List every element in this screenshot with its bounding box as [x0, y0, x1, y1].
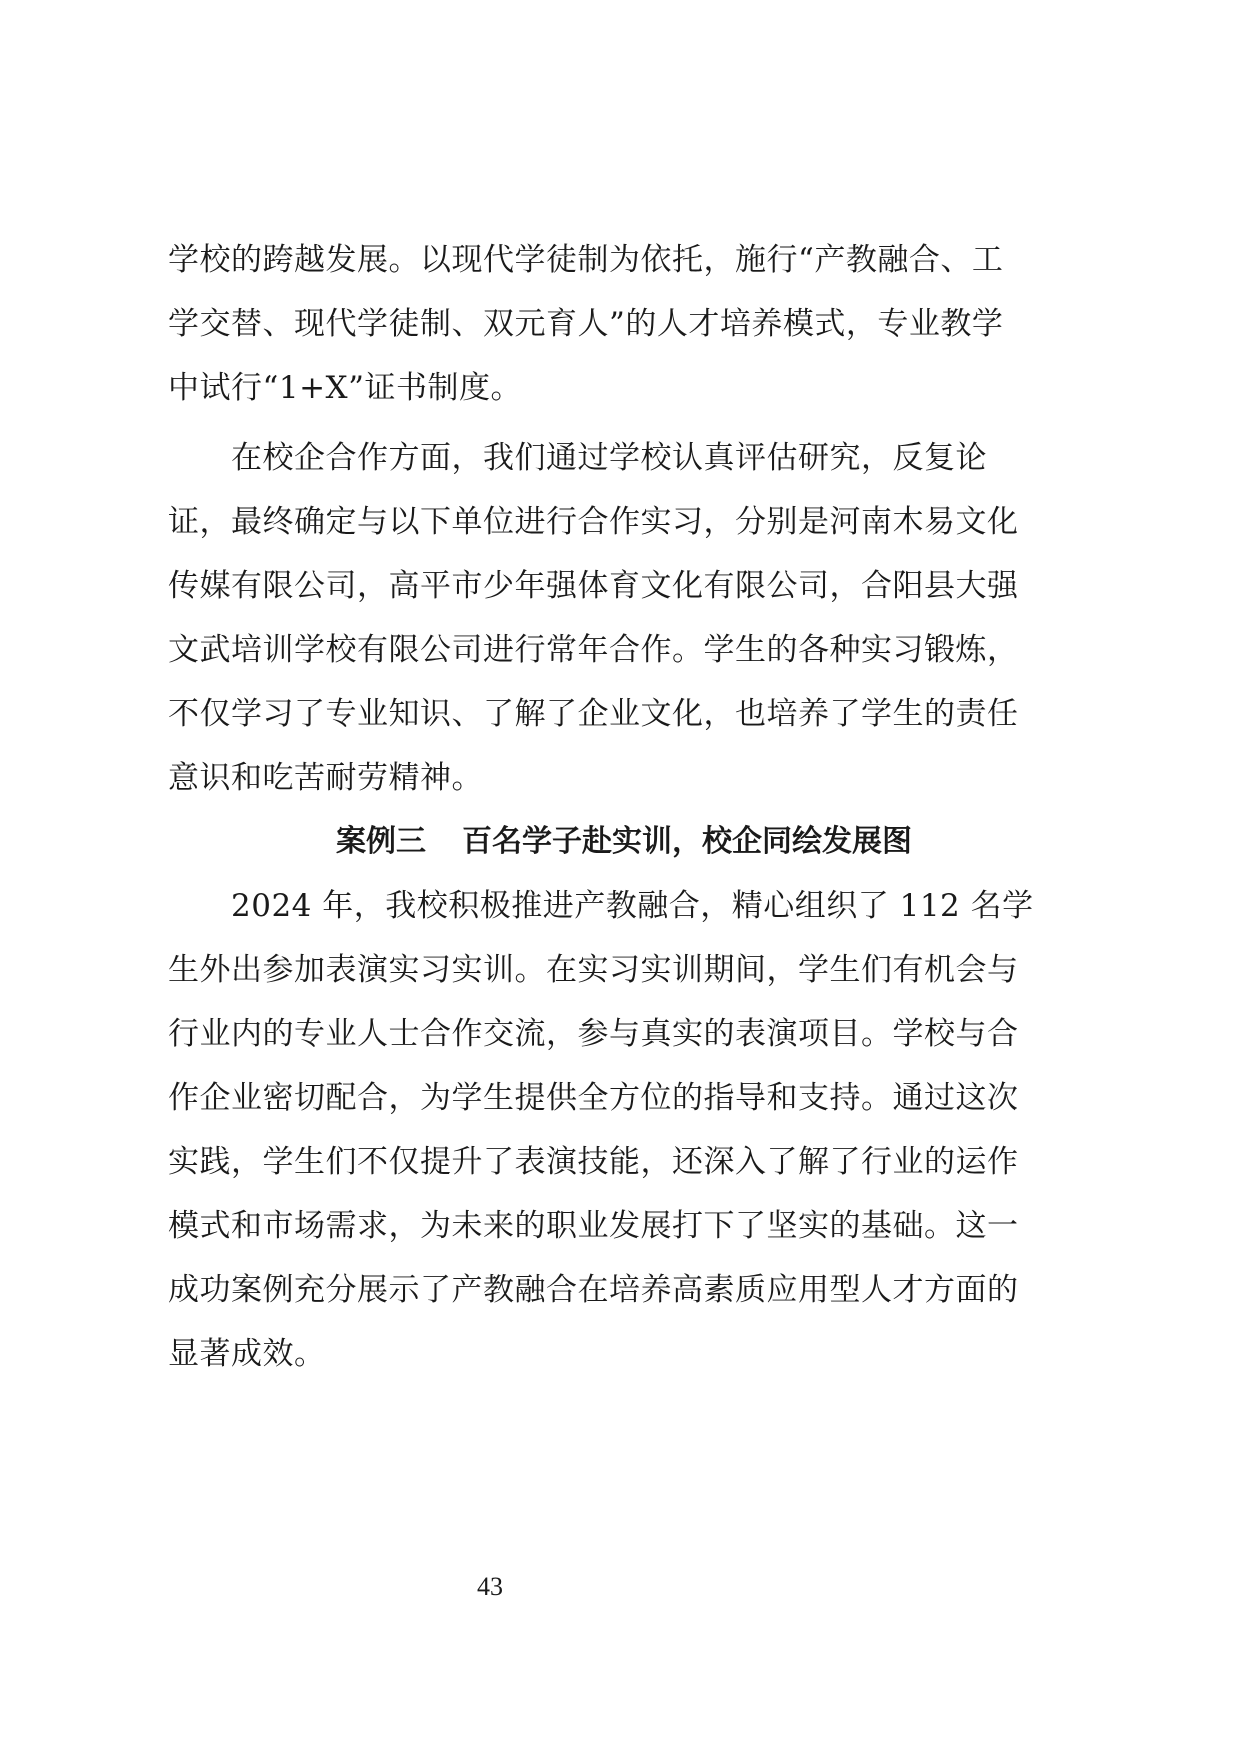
text-line: 在校企合作方面，我们通过学校认真评估研究，反复论	[168, 440, 987, 476]
text-line: 不仅学习了专业知识、了解了企业文化，也培养了学生的责任	[168, 696, 1019, 732]
text-line: 学交替、现代学徒制、双元育人”的人才培养模式，专业教学	[168, 306, 1004, 342]
page-content	[168, 228, 1080, 1386]
text-line: 显著成效。	[168, 1336, 326, 1372]
text-line: 作企业密切配合，为学生提供全方位的指导和支持。通过这次	[168, 1080, 1019, 1116]
text-line: 生外出参加表演实习实训。在实习实训期间，学生们有机会与	[168, 952, 1019, 988]
text-line: 中试行“1+X”证书制度。	[168, 370, 522, 406]
text-line: 传媒有限公司，高平市少年强体育文化有限公司，合阳县大强	[168, 568, 1019, 604]
case-title: 百名学子赴实训，校企同绘发展图	[462, 824, 912, 859]
paragraph-intro	[168, 228, 1080, 420]
text-line: 文武培训学校有限公司进行常年合作。学生的各种实习锻炼，	[168, 632, 1019, 668]
text-line: 行业内的专业人士合作交流，参与真实的表演项目。学校与合	[168, 1016, 1019, 1052]
text-line: 实践，学生们不仅提升了表演技能，还深入了解了行业的运作	[168, 1144, 1019, 1180]
text-line: 证，最终确定与以下单位进行合作实习，分别是河南木易文化	[168, 504, 1019, 540]
case-label: 案例三	[336, 824, 426, 859]
text-line: 学校的跨越发展。以现代学徒制为依托，施行“产教融合、工	[168, 242, 1004, 278]
text-line: 模式和市场需求，为未来的职业发展打下了坚实的基础。这一	[168, 1208, 1019, 1244]
text-line: 2024 年，我校积极推进产教融合，精心组织了 112 名学	[168, 888, 1034, 924]
case-heading	[168, 810, 1080, 874]
paragraph-case-three	[168, 874, 1080, 1386]
page-number: 43	[477, 1572, 503, 1601]
paragraph-school-enterprise	[168, 426, 1080, 810]
text-line: 意识和吃苦耐劳精神。	[168, 760, 483, 796]
text-line: 成功案例充分展示了产教融合在培养高素质应用型人才方面的	[168, 1272, 1019, 1308]
